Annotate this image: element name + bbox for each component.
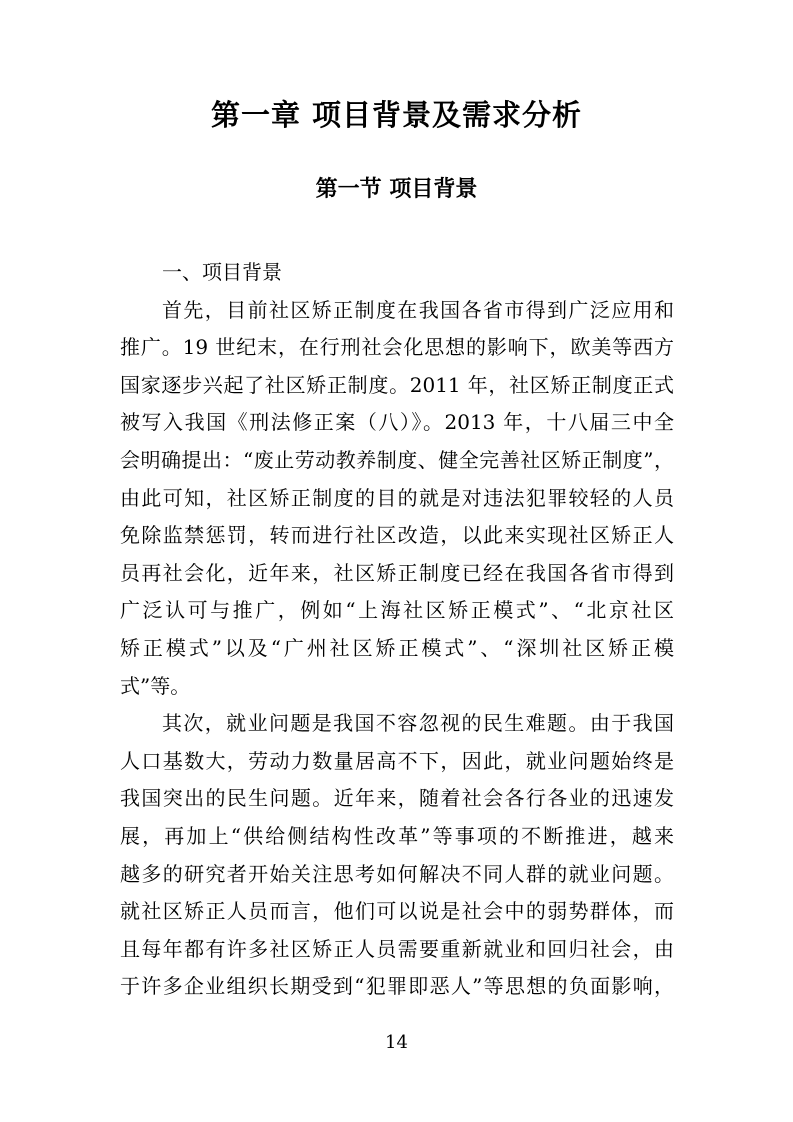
page-number: 14 <box>385 1032 408 1053</box>
paragraph-1 <box>120 292 674 706</box>
paragraph-2 <box>120 705 674 1006</box>
subheading: 一、项目背景 <box>162 260 282 284</box>
text-line: 式”等。 <box>120 673 191 698</box>
body-text <box>120 254 674 1006</box>
text-line: 其次，就业问题是我国不容忽视的民生难题。由于我国 <box>162 711 674 736</box>
text-line: 矫正模式”以及“广州社区矫正模式”、“深圳社区矫正模 <box>120 635 674 660</box>
text-line: 国家逐步兴起了社区矫正制度。2011 年，社区矫正制度正式 <box>120 372 674 397</box>
text-line: 越多的研究者开始关注思考如何解决不同人群的就业问题。 <box>120 861 674 886</box>
text-line: 展，再加上“供给侧结构性改革”等事项的不断推进，越来 <box>120 823 674 848</box>
text-line: 我国突出的民生问题。近年来，随着社会各行各业的迅速发 <box>120 786 674 811</box>
text-line: 员再社会化，近年来，社区矫正制度已经在我国各省市得到 <box>120 560 674 585</box>
text-line: 就社区矫正人员而言，他们可以说是社会中的弱势群体，而 <box>120 899 674 924</box>
text-line: 人口基数大，劳动力数量居高不下，因此，就业问题始终是 <box>120 748 674 773</box>
text-line: 推广。19 世纪末，在行刑社会化思想的影响下，欧美等西方 <box>120 335 674 360</box>
text-line: 于许多企业组织长期受到“犯罪即恶人”等思想的负面影响， <box>120 974 674 999</box>
text-line: 会明确提出：“废止劳动教养制度、健全完善社区矫正制度”， <box>120 447 674 472</box>
text-line: 且每年都有许多社区矫正人员需要重新就业和回归社会，由 <box>120 936 674 961</box>
section-title: 第一节 项目背景 <box>315 177 478 202</box>
chapter-title: 第一章 项目背景及需求分析 <box>210 98 583 132</box>
text-line: 由此可知，社区矫正制度的目的就是对违法犯罪较轻的人员 <box>120 485 674 510</box>
text-line: 免除监禁惩罚，转而进行社区改造，以此来实现社区矫正人 <box>120 523 674 548</box>
text-line: 首先，目前社区矫正制度在我国各省市得到广泛应用和 <box>162 297 674 322</box>
text-line: 被写入我国《刑法修正案（八）》。2013 年，十八届三中全 <box>120 410 674 435</box>
text-line: 广泛认可与推广，例如“上海社区矫正模式”、“北京社区 <box>120 598 674 623</box>
